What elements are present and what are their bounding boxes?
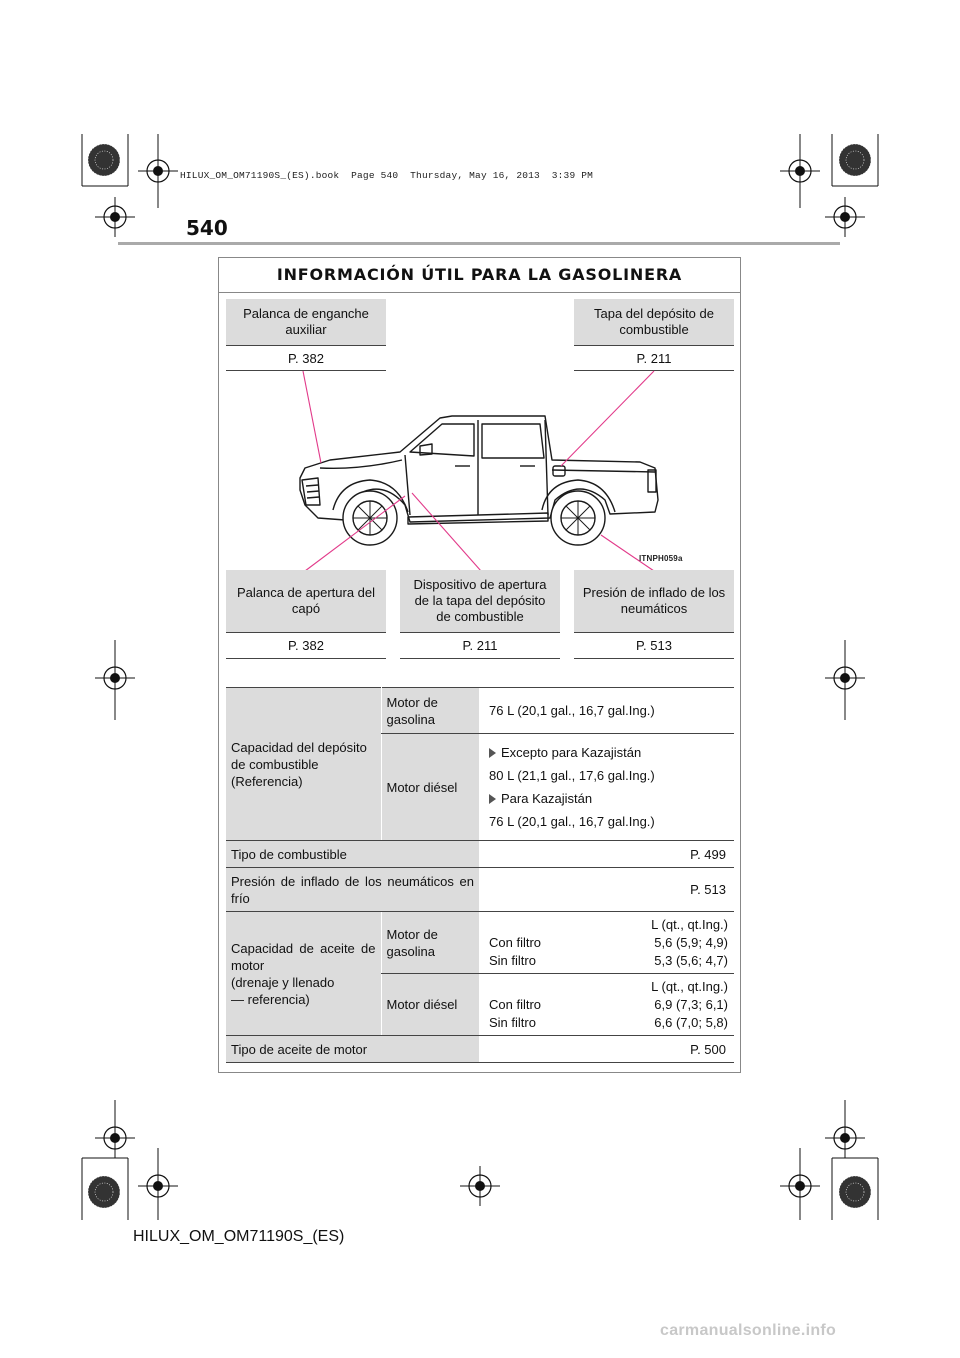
- fuel-type-ref[interactable]: P. 499: [479, 841, 734, 868]
- spec-table: [226, 687, 734, 1063]
- tire-pressure-label: Presión de inflado de los neumáticos en frío: [226, 868, 479, 912]
- page-number: 540: [186, 216, 228, 240]
- table-row: [226, 688, 734, 734]
- print-header: HILUX_OM_OM71190S_(ES).book Page 540 Thursday, May 16, 2013 3:39 PM: [180, 170, 594, 181]
- callout-fuel-cap-label: Tapa del depósito de combustible: [574, 299, 734, 345]
- footer-doc-id: HILUX_OM_OM71190S_(ES): [133, 1228, 345, 1245]
- callout-hitch-lever-label: Palanca de enganche auxiliar: [226, 299, 386, 345]
- watermark: carmanualsonline.info: [660, 1322, 837, 1339]
- diesel-except-label: Excepto para Kazajistán: [501, 745, 642, 760]
- callout-hitch-lever-ref[interactable]: P. 382: [226, 345, 386, 371]
- oil-type-label: Tipo de aceite de motor: [226, 1036, 479, 1063]
- fuel-diesel-label: Motor diésel: [381, 734, 479, 841]
- fuel-gasoline-value: 76 L (20,1 gal., 16,7 gal.Ing.): [479, 688, 734, 734]
- oil-capacity-label: Capacidad de aceite de motor (drenaje y llenado — referencia): [226, 912, 381, 1036]
- diesel-kz-value: 76 L (20,1 gal., 16,7 gal.Ing.): [489, 814, 655, 829]
- callout-fuel-door-opener-label: Dispositivo de apertura de la tapa del depósito de combustible: [400, 570, 560, 632]
- callout-fuel-door-opener-ref[interactable]: P. 211: [400, 632, 560, 659]
- fuel-diesel-values: [479, 734, 734, 841]
- fuel-type-label: Tipo de combustible: [226, 841, 479, 868]
- oil-type-ref[interactable]: P. 500: [479, 1036, 734, 1063]
- fuel-capacity-label: Capacidad del depósito de combustible (Referencia): [226, 688, 381, 841]
- oil-gasoline-label: Motor de gasolina: [381, 912, 479, 974]
- oil-gasoline-values: L (qt., qt.Ing.) Con filtro 5,6 (5,9; 4,9) Sin filtro 5,3 (5,6; 4,7): [479, 912, 734, 974]
- callout-tire-pressure-label: Presión de inflado de los neumáticos: [574, 570, 734, 632]
- box-title: INFORMACIÓN ÚTIL PARA LA GASOLINERA: [218, 257, 741, 293]
- triangle-bullet-icon: [489, 748, 496, 758]
- callout-hood-lever-label: Palanca de apertura del capó: [226, 570, 386, 632]
- table-row: [226, 912, 734, 974]
- oil-diesel-label: Motor diésel: [381, 974, 479, 1036]
- table-row: [226, 841, 734, 868]
- triangle-bullet-icon: [489, 794, 496, 804]
- diesel-kz-label: Para Kazajistán: [501, 791, 593, 806]
- callout-hood-lever-ref[interactable]: P. 382: [226, 632, 386, 659]
- callout-fuel-cap-ref[interactable]: P. 211: [574, 345, 734, 371]
- callout-tire-pressure-ref[interactable]: P. 513: [574, 632, 734, 659]
- tire-pressure-ref[interactable]: P. 513: [479, 868, 734, 912]
- oil-diesel-values: L (qt., qt.Ing.) Con filtro 6,9 (7,3; 6,1) Sin filtro 6,6 (7,0; 5,8): [479, 974, 734, 1036]
- fuel-gasoline-label: Motor de gasolina: [381, 688, 479, 734]
- table-row: [226, 868, 734, 912]
- table-row: [226, 1036, 734, 1063]
- figure-code: ITNPH059a: [639, 554, 683, 563]
- diesel-except-value: 80 L (21,1 gal., 17,6 gal.Ing.): [489, 768, 655, 783]
